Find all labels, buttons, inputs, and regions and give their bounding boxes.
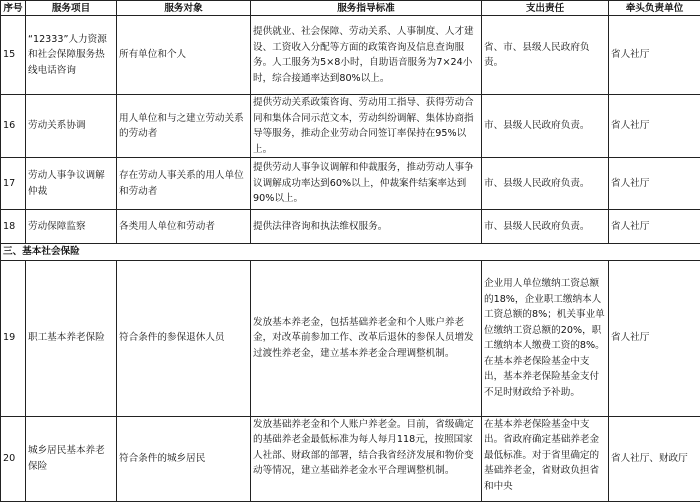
row-no: 17 (1, 158, 26, 210)
row-lead: 省人社厅、财政厅 (609, 416, 700, 501)
header-no: 序号 (1, 1, 26, 16)
row-lead: 省人社厅 (609, 158, 700, 210)
row-expense: 市、县级人民政府负责。 (482, 158, 609, 210)
table-row (1, 16, 700, 95)
row-lead: 省人社厅 (609, 210, 700, 244)
row-target: 符合条件的城乡居民 (117, 416, 251, 501)
row-standard-text: 发放基础养老金和个人账户养老金。目前，省级确定的基础养老金最低标准为每人每月118元，按照国家人社部、财政部的部署，结合我省经济发展和物价变动等情况，建立基础养老金水平合理调整机制。 (253, 417, 479, 495)
section-title: 三、基本社会保险 (1, 244, 700, 261)
header-expense: 支出责任 (482, 1, 609, 16)
row-item: 劳动关系协调 (26, 95, 117, 158)
row-standard (251, 16, 482, 95)
row-lead: 省人社厅 (609, 16, 700, 95)
row-expense-text: 在基本养老保险基金中支出。省政府确定基础养老金最低标准。对于省里确定的基础养老金，省财政负担省和中央 (484, 417, 606, 495)
row-lead: 省人社厅 (609, 260, 700, 416)
row-item: 劳动人事争议调解仲裁 (26, 158, 117, 210)
row-standard: 提供劳动人事争议调解和仲裁服务，推动劳动人事争议调解成功率达到60%以上，仲裁案件结案率达到90%以上。 (251, 158, 482, 210)
table-row (1, 158, 700, 210)
row-target: 存在劳动人事关系的用人单位和劳动者 (117, 158, 251, 210)
row-target: 用人单位和与之建立劳动关系的劳动者 (117, 95, 251, 158)
row-no: 20 (1, 416, 26, 501)
row-target: 所有单位和个人 (117, 16, 251, 95)
row-no: 19 (1, 260, 26, 416)
header-standard: 服务指导标准 (251, 1, 482, 16)
row-standard-text: 提供就业、社会保障、劳动关系、人事制度、人才建设、工资收入分配等方面的政策咨询及信息查询服务。人工服务为5×8小时，自助语音服务为7×24小时，综合接通率达到80%以上。 (253, 24, 479, 86)
row-no: 16 (1, 95, 26, 158)
row-target: 符合条件的参保退休人员 (117, 260, 251, 416)
row-lead: 省人社厅 (609, 95, 700, 158)
row-expense: 省、市、县级人民政府负责。 (482, 16, 609, 95)
row-standard: 提供劳动关系政策咨询、劳动用工指导、获得劳动合同和集体合同示范文本，劳动纠纷调解、集体协商指导等服务，推动企业劳动合同签订率保持在95%以上。 (251, 95, 482, 158)
header-target: 服务对象 (117, 1, 251, 16)
row-item: 城乡居民基本养老保险 (26, 416, 117, 501)
row-expense: 市、县级人民政府负责。 (482, 210, 609, 244)
row-no: 18 (1, 210, 26, 244)
row-no: 15 (1, 16, 26, 95)
table-row (1, 416, 700, 501)
table-row (1, 210, 700, 244)
row-expense (482, 416, 609, 501)
row-target: 各类用人单位和劳动者 (117, 210, 251, 244)
row-standard: 发放基本养老金，包括基础养老金和个人账户养老金，对改革前参加工作、改革后退休的参保人员增发过渡性养老金，建立基本养老金合理调整机制。 (251, 260, 482, 416)
table-row (1, 260, 700, 416)
section-row (1, 244, 700, 261)
row-item: “12333”人力资源和社会保障服务热线电话咨询 (26, 16, 117, 95)
row-expense: 市、县级人民政府负责。 (482, 95, 609, 158)
row-expense: 企业用人单位缴纳工资总额的18%，企业职工缴纳本人工资总额的8%；机关事业单位缴纳工资总额的20%，职工缴纳本人缴费工资的8%。在基本养老保险基金中支出，基本养老保险基金支付不足时财政给予补助。 (482, 260, 609, 416)
row-standard (251, 416, 482, 501)
row-item: 劳动保障监察 (26, 210, 117, 244)
header-lead: 牵头负责单位 (609, 1, 700, 16)
header-row (1, 1, 700, 16)
table-row (1, 95, 700, 158)
row-standard: 提供法律咨询和执法维权服务。 (251, 210, 482, 244)
row-item: 职工基本养老保险 (26, 260, 117, 416)
header-item: 服务项目 (26, 1, 117, 16)
